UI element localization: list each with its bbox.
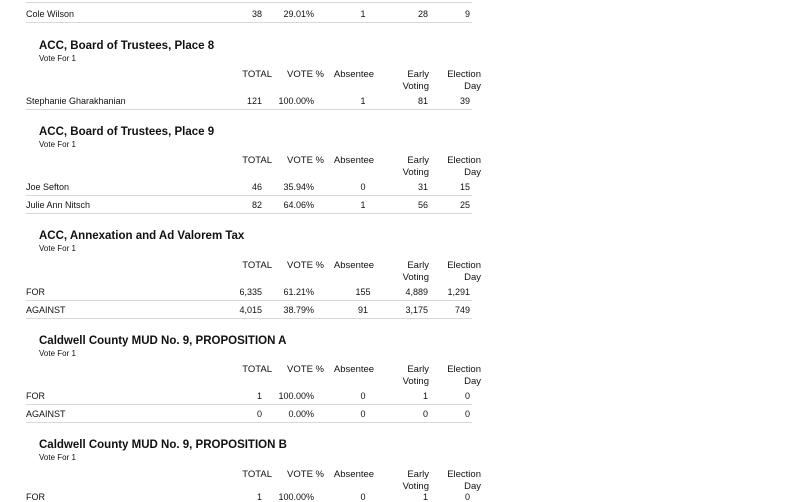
election-day-cell: 0 [464, 391, 470, 401]
vote-pct-header: VOTE % [287, 364, 324, 375]
early-voting-cell: 3,175 [405, 305, 428, 315]
vote-pct-cell: 61.21% [283, 287, 314, 297]
absentee-cell: 0 [360, 492, 366, 502]
vote-pct-cell: 35.94% [283, 182, 314, 192]
absentee-cell: 155 [355, 287, 371, 297]
early-voting-cell: 1 [422, 492, 428, 502]
option-name: FOR [26, 287, 45, 297]
row-divider [26, 109, 472, 110]
row-divider [26, 404, 472, 405]
vote-pct-header: VOTE % [287, 69, 324, 80]
race-title: ACC, Board of Trustees, Place 8 [39, 40, 215, 52]
vote-pct-cell: 64.06% [283, 200, 314, 210]
candidate-name: Stephanie Gharakhanian [26, 96, 126, 106]
early-header: Early [407, 469, 429, 480]
election-day-cell: 1,291 [447, 287, 470, 297]
total-cell: 0 [256, 409, 262, 419]
vote-for-label: Vote For 1 [39, 453, 76, 462]
candidate-name: Joe Sefton [26, 182, 70, 192]
total-cell: 82 [251, 200, 262, 210]
total-header: TOTAL [242, 155, 272, 166]
early-header: Early [407, 69, 429, 80]
race-title: ACC, Board of Trustees, Place 9 [39, 126, 215, 138]
election-header: Election [447, 69, 481, 80]
election-header: Election [447, 469, 481, 480]
row-divider [26, 22, 472, 23]
option-name: FOR [26, 391, 45, 401]
absentee-cell: 91 [357, 305, 368, 315]
absentee-cell: 0 [360, 391, 366, 401]
row-divider [26, 2, 472, 3]
voting-header: Voting [402, 81, 429, 92]
vote-for-label: Vote For 1 [39, 140, 76, 149]
absentee-header: Absentee [333, 69, 375, 80]
day-header: Day [464, 81, 481, 92]
voting-header: Voting [402, 376, 429, 387]
race-title: Caldwell County MUD No. 9, PROPOSITION A [39, 335, 287, 347]
early-voting-cell: 56 [417, 200, 428, 210]
voting-header: Voting [402, 481, 429, 492]
total-header: TOTAL [242, 260, 272, 271]
voting-header: Voting [402, 272, 429, 283]
day-header: Day [464, 376, 481, 387]
vote-pct-cell: 29.01% [283, 9, 314, 19]
option-name: FOR [26, 492, 45, 502]
early-header: Early [407, 364, 429, 375]
candidate-name: Julie Ann Nitsch [26, 200, 91, 210]
vote-for-label: Vote For 1 [39, 54, 76, 63]
early-header: Early [407, 155, 429, 166]
total-cell: 46 [251, 182, 262, 192]
election-day-cell: 25 [459, 200, 470, 210]
election-header: Election [447, 364, 481, 375]
election-day-cell: 0 [464, 409, 470, 419]
early-header: Early [407, 260, 429, 271]
option-name: AGAINST [26, 409, 66, 419]
row-divider [26, 300, 472, 301]
absentee-cell: 0 [360, 182, 366, 192]
early-voting-cell: 1 [422, 391, 428, 401]
day-header: Day [464, 272, 481, 283]
day-header: Day [464, 481, 481, 492]
vote-pct-cell: 0.00% [288, 409, 314, 419]
election-day-cell: 9 [464, 9, 470, 19]
absentee-cell: 0 [360, 409, 366, 419]
vote-pct-header: VOTE % [287, 469, 324, 480]
election-day-cell: 749 [454, 305, 470, 315]
early-voting-cell: 0 [422, 409, 428, 419]
early-voting-cell: 81 [417, 96, 428, 106]
total-cell: 6,335 [239, 287, 262, 297]
election-day-cell: 39 [459, 96, 470, 106]
race-title: ACC, Annexation and Ad Valorem Tax [39, 230, 245, 242]
vote-pct-cell: 38.79% [283, 305, 314, 315]
vote-pct-cell: 100.00% [278, 96, 314, 106]
vote-for-label: Vote For 1 [39, 244, 76, 253]
row-divider [26, 318, 472, 319]
election-header: Election [447, 155, 481, 166]
total-cell: 4,015 [239, 305, 262, 315]
day-header: Day [464, 167, 481, 178]
absentee-header: Absentee [333, 469, 375, 480]
early-voting-cell: 31 [417, 182, 428, 192]
total-header: TOTAL [242, 364, 272, 375]
total-cell: 1 [256, 492, 262, 502]
absentee-header: Absentee [333, 260, 375, 271]
row-divider [26, 195, 472, 196]
voting-header: Voting [402, 167, 429, 178]
option-name: AGAINST [26, 305, 66, 315]
vote-pct-cell: 100.00% [278, 492, 314, 502]
row-divider [26, 422, 472, 423]
total-cell: 38 [251, 9, 262, 19]
vote-for-label: Vote For 1 [39, 349, 76, 358]
total-header: TOTAL [242, 469, 272, 480]
election-header: Election [447, 260, 481, 271]
election-day-cell: 15 [459, 182, 470, 192]
absentee-cell: 1 [360, 200, 366, 210]
row-divider [26, 213, 472, 214]
absentee-cell: 1 [360, 9, 366, 19]
absentee-header: Absentee [333, 364, 375, 375]
vote-pct-cell: 100.00% [278, 391, 314, 401]
vote-pct-header: VOTE % [287, 260, 324, 271]
absentee-cell: 1 [360, 96, 366, 106]
early-voting-cell: 4,889 [405, 287, 428, 297]
total-header: TOTAL [242, 69, 272, 80]
candidate-name: Cole Wilson [26, 9, 75, 19]
vote-pct-header: VOTE % [287, 155, 324, 166]
early-voting-cell: 28 [417, 9, 428, 19]
election-day-cell: 0 [464, 492, 470, 502]
total-cell: 1 [256, 391, 262, 401]
race-title: Caldwell County MUD No. 9, PROPOSITION B [39, 439, 287, 451]
total-cell: 121 [246, 96, 262, 106]
absentee-header: Absentee [333, 155, 375, 166]
